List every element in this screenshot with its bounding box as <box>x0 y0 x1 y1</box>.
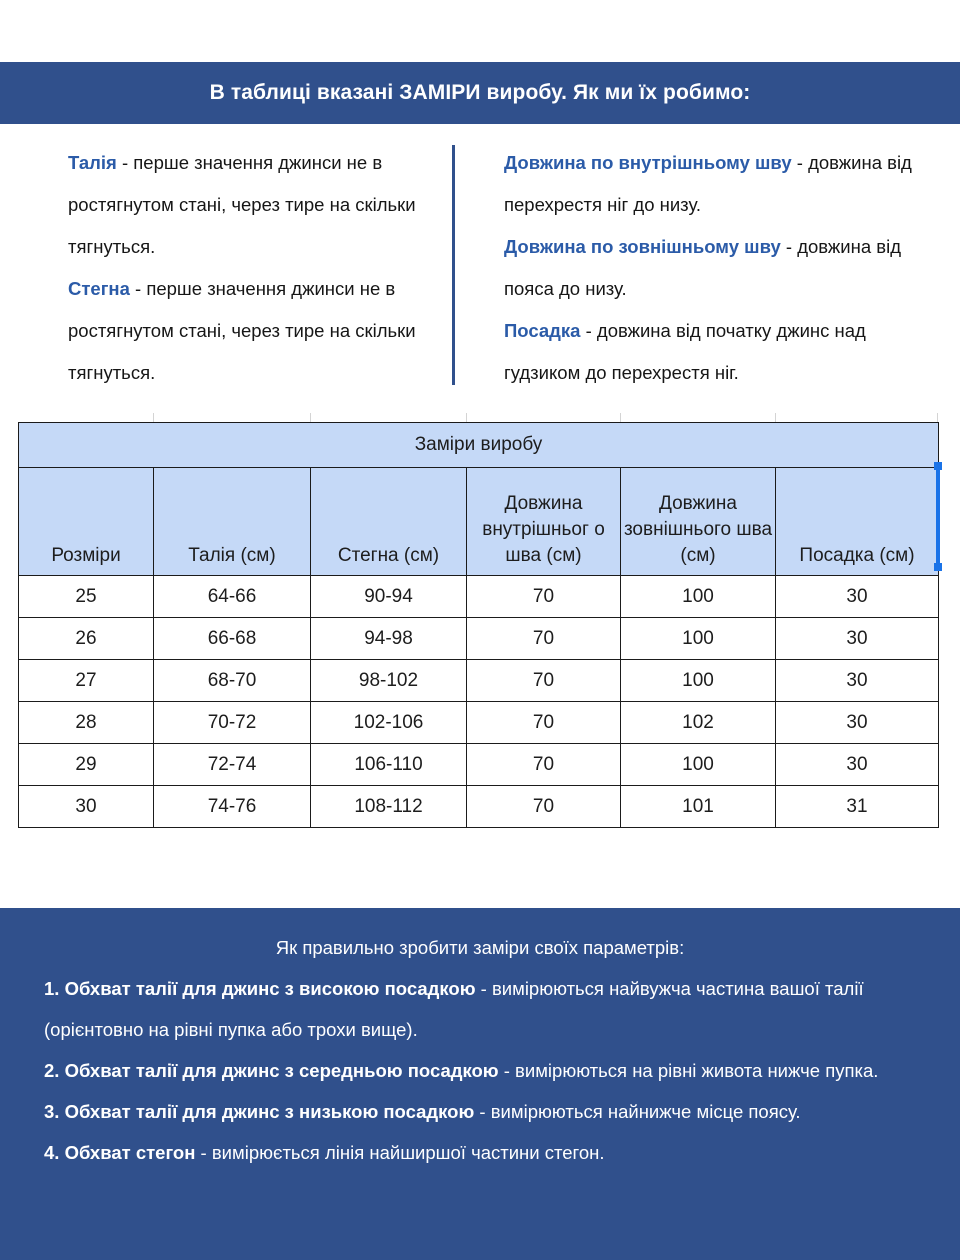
cell-size: 25 <box>19 576 154 618</box>
measurement-table-body <box>19 423 939 828</box>
top-banner <box>0 62 960 124</box>
description-term: Довжина по внутрішньому шву <box>504 152 792 173</box>
column-header-inseam: Довжина внутрішньог о шва (см) <box>467 468 621 576</box>
table-row <box>19 702 939 744</box>
instruction-item-4-bold: 4. Обхват стегон <box>44 1142 196 1163</box>
table-row <box>19 576 939 618</box>
cell-hips: 98-102 <box>311 660 467 702</box>
instruction-item-1-bold: 1. Обхват талії для джинс з високою посадкою <box>44 978 476 999</box>
cell-hips: 94-98 <box>311 618 467 660</box>
description-text: - довжина від пояса до низу. <box>504 236 902 299</box>
cell-inseam: 70 <box>467 744 621 786</box>
cell-inseam: 70 <box>467 576 621 618</box>
cell-hips: 108-112 <box>311 786 467 828</box>
spreadsheet-gridline-ticks <box>18 413 938 422</box>
table-row <box>19 660 939 702</box>
description-term: Посадка <box>504 320 581 341</box>
top-banner-title: В таблиці вказані ЗАМІРИ виробу. Як ми їх робимо: <box>209 81 751 104</box>
cell-hips: 90-94 <box>311 576 467 618</box>
cell-inseam: 70 <box>467 660 621 702</box>
table-row <box>19 786 939 828</box>
column-header-outseam: Довжина зовнішнього шва (см) <box>621 468 776 576</box>
cell-hips: 106-110 <box>311 744 467 786</box>
description-term: Талія <box>68 152 117 173</box>
description-item-rise <box>504 310 944 394</box>
measurement-table <box>18 422 939 828</box>
column-header-rise: Посадка (см) <box>776 468 939 576</box>
description-text: - довжина від початку джинс над гудзиком до перехрестя ніг. <box>504 320 866 383</box>
table-row <box>19 744 939 786</box>
description-divider <box>452 145 455 385</box>
instruction-item-2-text: - вимірюються на рівні живота нижче пупка. <box>498 1060 879 1081</box>
instruction-item-3 <box>44 1091 916 1132</box>
bottom-banner-heading: Як правильно зробити заміри своїх параметрів: <box>275 937 685 958</box>
cell-outseam: 100 <box>621 618 776 660</box>
bottom-banner <box>0 908 960 1260</box>
cell-size: 30 <box>19 786 154 828</box>
cell-inseam: 70 <box>467 702 621 744</box>
cell-size: 26 <box>19 618 154 660</box>
cell-outseam: 100 <box>621 744 776 786</box>
cell-waist: 74-76 <box>154 786 311 828</box>
cell-waist: 72-74 <box>154 744 311 786</box>
description-text: - довжина від перехрестя ніг до низу. <box>504 152 912 215</box>
cell-size: 29 <box>19 744 154 786</box>
description-column-right <box>504 142 944 394</box>
instruction-item-1 <box>44 968 916 1050</box>
column-header-size: Розміри <box>19 468 154 576</box>
description-item-waist <box>68 142 448 268</box>
cell-rise: 30 <box>776 702 939 744</box>
description-text: - перше значення джинси не в ростягнутом стані, через тире на скільки тягнуться. <box>68 152 416 257</box>
cell-outseam: 102 <box>621 702 776 744</box>
description-section <box>0 124 960 404</box>
description-column-left <box>68 142 448 394</box>
cell-rise: 31 <box>776 786 939 828</box>
instruction-item-1-text: - вимірюються найвужча частина вашої талії (орієнтовно на рівні пупка або трохи вище). <box>44 978 864 1040</box>
table-title-row <box>19 423 939 468</box>
column-header-waist: Талія (см) <box>154 468 311 576</box>
description-term: Стегна <box>68 278 130 299</box>
cell-waist: 66-68 <box>154 618 311 660</box>
cell-waist: 68-70 <box>154 660 311 702</box>
instruction-item-3-text: - вимірюються найнижче місце поясу. <box>474 1101 801 1122</box>
instruction-item-3-bold: 3. Обхват талії для джинс з низькою посадкою <box>44 1101 475 1122</box>
cell-rise: 30 <box>776 576 939 618</box>
instruction-item-4-text: - вимірюється лінія найширшої частини стегон. <box>195 1142 605 1163</box>
cell-outseam: 100 <box>621 576 776 618</box>
description-item-outseam <box>504 226 944 310</box>
cell-inseam: 70 <box>467 618 621 660</box>
cell-selection-border[interactable] <box>936 465 940 567</box>
cell-hips: 102-106 <box>311 702 467 744</box>
cell-waist: 64-66 <box>154 576 311 618</box>
cell-rise: 30 <box>776 744 939 786</box>
cell-waist: 70-72 <box>154 702 311 744</box>
cell-inseam: 70 <box>467 786 621 828</box>
measurement-table-container <box>18 422 938 828</box>
description-text: - перше значення джинси не в ростягнутом стані, через тире на скільки тягнуться. <box>68 278 416 383</box>
cell-outseam: 101 <box>621 786 776 828</box>
cell-rise: 30 <box>776 618 939 660</box>
instruction-item-2-bold: 2. Обхват талії для джинс з середньою посадкою <box>44 1060 499 1081</box>
cell-size: 27 <box>19 660 154 702</box>
cell-size: 28 <box>19 702 154 744</box>
description-item-inseam <box>504 142 944 226</box>
cell-rise: 30 <box>776 660 939 702</box>
instruction-item-2 <box>44 1050 916 1091</box>
column-header-hips: Стегна (см) <box>311 468 467 576</box>
description-item-hips <box>68 268 448 394</box>
cell-outseam: 100 <box>621 660 776 702</box>
table-row <box>19 618 939 660</box>
cell-selection-handle-bottom[interactable] <box>934 563 942 571</box>
table-header-row <box>19 468 939 576</box>
table-title-cell: Заміри виробу <box>19 423 939 468</box>
description-term: Довжина по зовнішньому шву <box>504 236 781 257</box>
cell-selection-handle-top[interactable] <box>934 462 942 470</box>
instruction-item-4 <box>44 1132 916 1173</box>
